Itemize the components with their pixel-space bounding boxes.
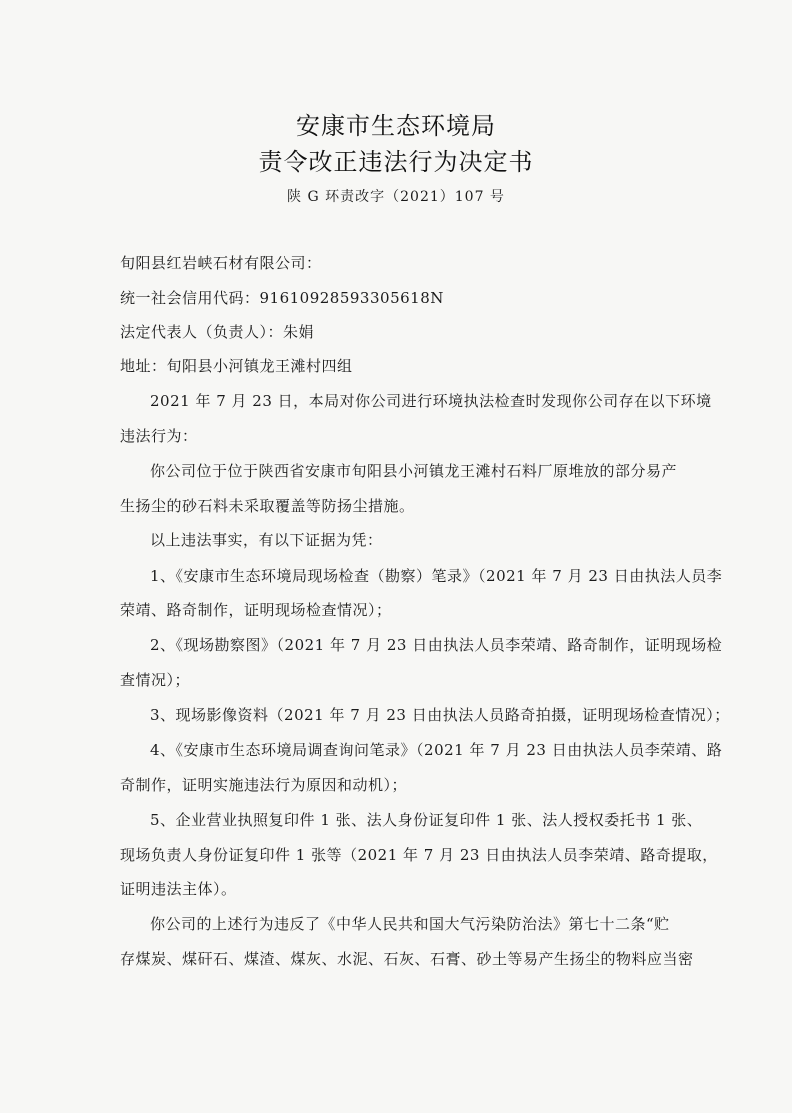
body-line: 1、《安康市生态环境局现场检查（勘察）笔录》（2021 年 7 月 23 日由执法人员李 [150, 567, 723, 585]
address: 地址：旬阳县小河镇龙王滩村四组 [120, 357, 353, 375]
body-line: 奇制作，证明实施违法行为原因和动机）； [120, 776, 408, 794]
body-line: 2021 年 7 月 23 日，本局对你公司进行环境执法检查时发现你公司存在以下环境 [150, 392, 712, 410]
body-line: 现场负责人身份证复印件 1 张等（2021 年 7 月 23 日由执法人员李荣靖、路奇提取， [120, 846, 718, 864]
body-line: 4、《安康市生态环境局调查询问笔录》（2021 年 7 月 23 日由执法人员李荣靖、路 [150, 741, 723, 759]
body-line: 证明违法主体）。 [120, 880, 237, 898]
body-line: 3、现场影像资料（2021 年 7 月 23 日由执法人员路奇拍摄，证明现场检查情况）； [150, 706, 730, 724]
body-line: 生扬尘的砂石料未采取覆盖等防扬尘措施。 [120, 497, 415, 515]
document-number: 陕 G 环责改字（2021）107 号 [287, 189, 505, 205]
body-line: 存煤炭、煤矸石、煤渣、煤灰、水泥、石灰、石膏、砂土等易产生扬尘的物料应当密 [120, 950, 694, 968]
body-line: 2、《现场勘察图》（2021 年 7 月 23 日由执法人员李荣靖、路奇制作，证明现场检 [150, 636, 723, 654]
legal-representative: 法定代表人（负责人）：朱娟 [120, 323, 315, 341]
body-line: 荣靖、路奇制作，证明现场检查情况）； [120, 601, 392, 619]
body-line: 违法行为： [120, 427, 198, 445]
credit-code: 统一社会信用代码：91610928593305618N [120, 289, 444, 307]
body-line: 查情况）； [120, 671, 191, 689]
body-line: 5、企业营业执照复印件 1 张、法人身份证复印件 1 张、法人授权委托书 1 张、 [150, 811, 703, 829]
recipient-company: 旬阳县红岩峡石材有限公司： [120, 254, 322, 272]
document-title: 责令改正违法行为决定书 [258, 148, 534, 176]
agency-title: 安康市生态环境局 [296, 112, 496, 140]
body-line: 你公司位于位于陕西省安康市旬阳县小河镇龙王滩村石料厂原堆放的部分易产 [150, 462, 678, 480]
body-line: 你公司的上述行为违反了《中华人民共和国大气污染防治法》第七十二条“贮 [150, 915, 670, 933]
body-line: 以上违法事实，有以下证据为凭： [150, 531, 383, 549]
